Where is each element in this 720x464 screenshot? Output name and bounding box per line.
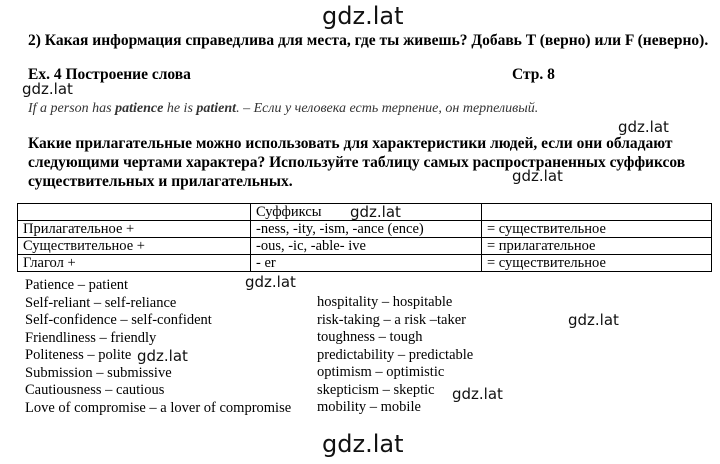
watermark: gdz.lat [22, 80, 73, 98]
table-row [18, 238, 712, 255]
table-cell: -ous, -ic, -able- ive [251, 238, 482, 255]
watermark: gdz.lat [512, 167, 563, 185]
list-item: optimism – optimistic [317, 364, 445, 380]
exercise-title: Ex. 4 Построение слова [28, 66, 191, 83]
table-cell: Прилагательное + [18, 221, 251, 238]
example-part: If a person has [28, 101, 116, 116]
list-item: Politeness – polite [25, 347, 132, 363]
task-line: существительных и прилагательных. [28, 173, 293, 190]
table-header-suffixes: Суффиксы [251, 204, 482, 221]
page-number: Стр. 8 [512, 66, 555, 83]
example-sentence [28, 101, 538, 117]
question-2: 2) Какая информация справедлива для места, где ты живешь? Добавь T (верно) или F (неверно). [28, 32, 709, 49]
table-cell [18, 204, 251, 221]
left-word-list [25, 277, 291, 417]
table-cell: -ness, -ity, -ism, -ance (ence) [251, 221, 482, 238]
example-word-patient: patient [196, 101, 237, 116]
table-cell [482, 204, 712, 221]
table-header-row [18, 204, 712, 221]
watermark: gdz.lat [618, 118, 669, 136]
table-cell: - er [251, 255, 482, 272]
example-part: . – Если у человека есть терпение, он терпеливый. [236, 101, 539, 116]
list-item: risk-taking – a risk –taker [317, 311, 466, 328]
list-item: Patience – patient [25, 277, 129, 293]
list-item: Friendliness – friendly [25, 329, 157, 346]
suffix-table [17, 203, 712, 272]
list-item: hospitality – hospitable [317, 294, 453, 310]
table-cell: Глагол + [18, 255, 251, 272]
list-item: mobility – mobile [317, 399, 421, 415]
list-item: Self-confidence – self-confident [25, 312, 212, 328]
watermark-bottom: gdz.lat [322, 430, 404, 458]
list-item: toughness – tough [317, 329, 423, 345]
right-word-list [317, 294, 473, 417]
watermark: gdz.lat [137, 347, 188, 365]
example-word-patience: patience [115, 101, 164, 116]
task-paragraph [28, 134, 685, 191]
watermark: gdz.lat [452, 385, 503, 403]
table-cell: = существительное [482, 221, 712, 238]
list-item: skepticism – skeptic [317, 381, 435, 398]
list-item: Cautiousness – cautious [25, 382, 165, 398]
watermark-top: gdz.lat [322, 2, 404, 30]
table-cell: = прилагательное [482, 238, 712, 255]
watermark: gdz.lat [350, 203, 401, 221]
watermark: gdz.lat [568, 311, 619, 329]
task-line: следующими чертами характера? Используйте таблицу самых распространенных суффиксов [28, 154, 686, 171]
example-part: he is [163, 101, 197, 116]
table-cell: = существительное [482, 255, 712, 272]
list-item: Love of compromise – a lover of compromise [25, 399, 292, 416]
list-item: Self-reliant – self-reliance [25, 294, 177, 311]
table-cell: Существительное + [18, 238, 251, 255]
task-line: Какие прилагательные можно использовать для характеристики людей, если они обладают [28, 135, 673, 152]
watermark: gdz.lat [245, 273, 296, 291]
table-row [18, 221, 712, 238]
table-row [18, 255, 712, 272]
list-item: predictability – predictable [317, 346, 474, 363]
list-item: Submission – submissive [25, 364, 172, 381]
